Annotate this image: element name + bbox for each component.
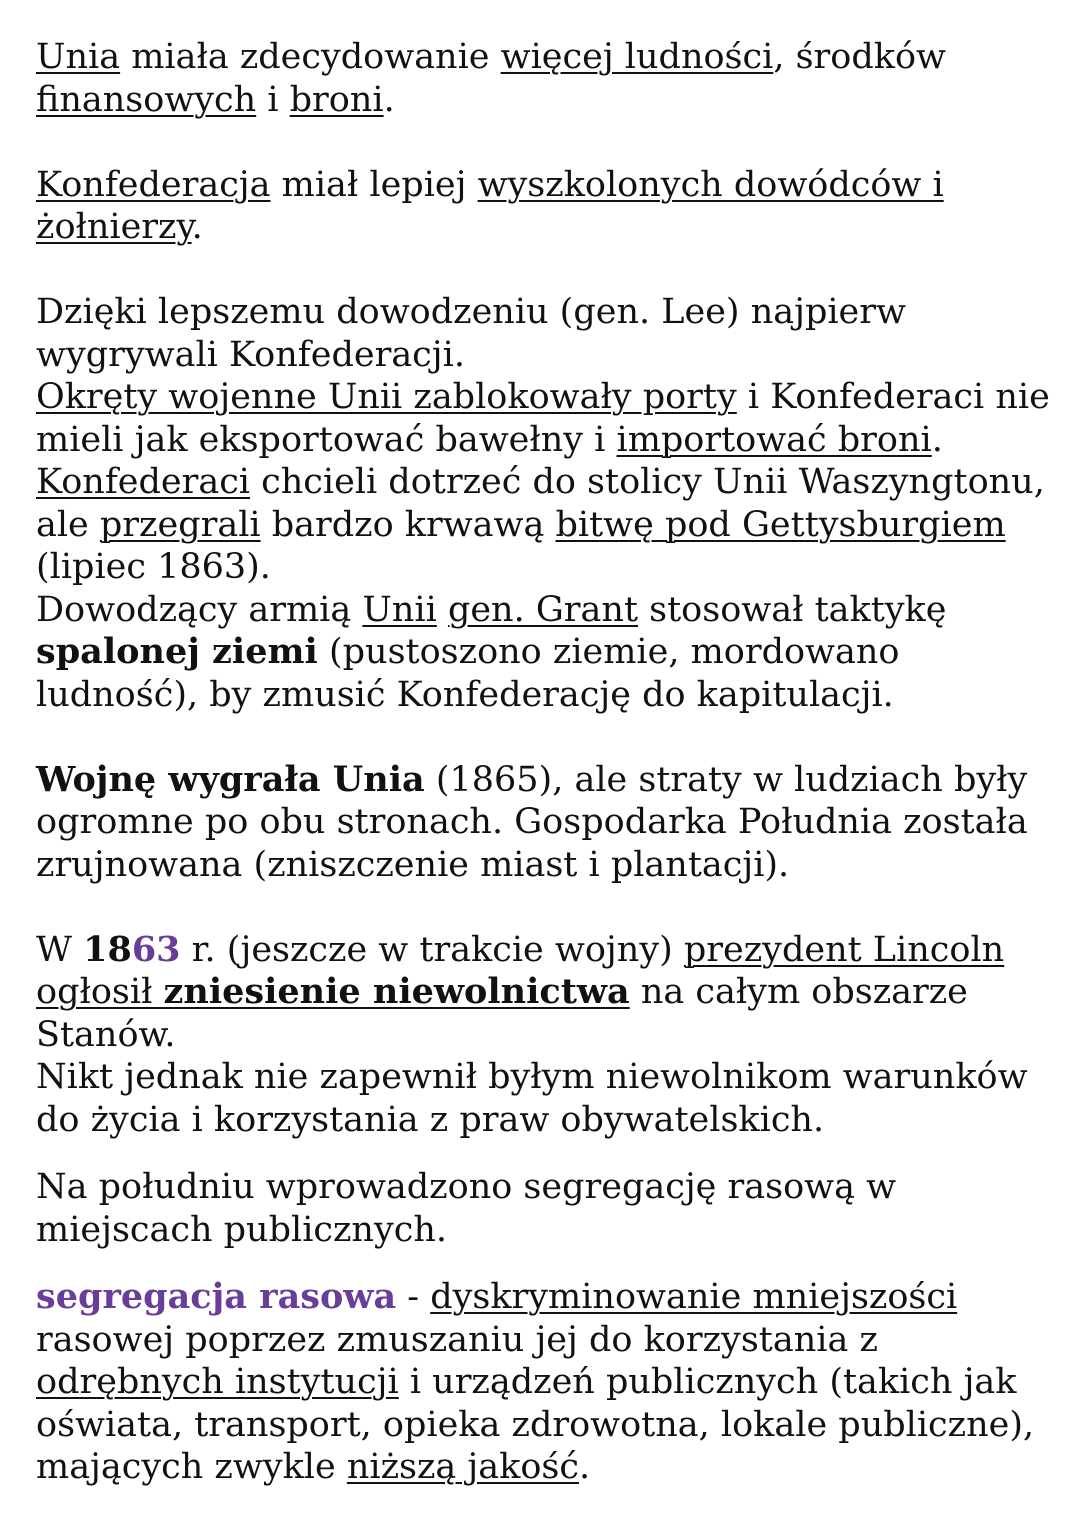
text-span: i xyxy=(256,79,290,120)
text-span: (1865), ale straty w ludziach były xyxy=(424,759,1028,800)
underlined-term: przegrali xyxy=(99,504,261,545)
underlined-term: niższą jakość xyxy=(346,1447,579,1487)
bold-term: spalonej ziemi xyxy=(36,631,318,672)
text-span: mieli jak eksportować bawełny i xyxy=(36,419,617,460)
text-line: miejscach publicznych. xyxy=(36,1209,448,1250)
text-line xyxy=(36,1361,1046,1404)
paragraph-confederacy-strength xyxy=(36,164,1046,249)
text-line: ludność), by zmusić Konfederację do kapitulacji. xyxy=(36,674,894,715)
underlined-term: wyszkolonych dowódców i xyxy=(477,164,944,205)
bold-term: Wojnę wygrała Unia xyxy=(36,758,425,800)
paragraph-definition xyxy=(36,1276,1046,1489)
text-span: miał lepiej xyxy=(270,164,478,205)
underlined-term xyxy=(36,972,630,1012)
text-span: chcieli dotrzeć do stolicy Unii Waszyngtonu, xyxy=(250,462,1045,502)
paragraph-gap xyxy=(36,886,1046,929)
text-span: , środków xyxy=(773,37,946,77)
underlined-term: Konfederaci xyxy=(36,462,250,502)
underlined-term: dyskryminowanie mniejszości xyxy=(430,1277,958,1317)
underlined-term: odrębnych instytucji xyxy=(36,1362,399,1402)
paragraph-segregation xyxy=(36,1166,1046,1251)
text-span: bardzo krwawą xyxy=(260,504,556,545)
text-span: ogłosił xyxy=(36,972,164,1012)
text-line xyxy=(36,929,1046,972)
paragraph-gap xyxy=(36,716,1046,759)
paragraph-war-course xyxy=(36,291,1050,716)
paragraph-abolition xyxy=(36,929,1046,1142)
text-span: (pustoszono ziemie, mordowano xyxy=(317,632,900,672)
text-line xyxy=(36,759,1046,802)
text-line: rasowej poprzez zmuszaniu jej do korzystania z xyxy=(36,1319,878,1360)
paragraph-gap xyxy=(36,1141,1046,1166)
underlined-term: Unia xyxy=(36,37,121,77)
text-span: na całym obszarze xyxy=(629,972,968,1012)
text-line: Nikt jednak nie zapewnił byłym niewolnikom warunków xyxy=(36,1057,1028,1097)
text-line xyxy=(36,631,1046,674)
text-span: . xyxy=(931,419,943,460)
underlined-term: gen. Grant xyxy=(447,589,639,630)
text-span: r. (jeszcze w trakcie wojny) xyxy=(180,929,684,970)
text-line xyxy=(36,376,1050,419)
underlined-term: Okręty wojenne Unii zablokowały porty xyxy=(36,377,737,417)
definition-term: segregacja rasowa xyxy=(36,1276,397,1317)
note-page xyxy=(36,36,1050,1489)
text-line xyxy=(36,164,1046,207)
underlined-term: bitwę pod Gettysburgiem xyxy=(555,504,1006,545)
underlined-term: finansowych xyxy=(36,79,257,120)
paragraph-gap xyxy=(36,1251,1046,1276)
text-line: do życia i korzystania z praw obywatelskich. xyxy=(36,1099,825,1140)
text-line xyxy=(36,971,1046,1014)
underlined-term: prezydent Lincoln xyxy=(683,929,1005,970)
text-line xyxy=(36,504,1046,547)
text-line: zrujnowana (zniszczenie miast i plantacji). xyxy=(36,844,790,885)
text-span: . xyxy=(191,207,203,247)
year-digits: 18 xyxy=(83,928,132,970)
underlined-term: broni xyxy=(289,79,384,120)
text-line: wygrywali Konfederacji. xyxy=(36,334,465,375)
text-line xyxy=(36,206,1046,249)
year-digits-accent: 63 xyxy=(131,928,181,970)
paragraph-war-outcome xyxy=(36,759,1046,887)
text-line xyxy=(36,589,1046,632)
underlined-term: żołnierzy xyxy=(36,207,192,247)
text-line: (lipiec 1863). xyxy=(36,547,271,587)
paragraph-gap xyxy=(36,249,1046,292)
underlined-term: Konfederacja xyxy=(36,164,271,205)
text-line: Dzięki lepszemu dowodzeniu (gen. Lee) najpierw xyxy=(36,292,906,332)
paragraph-gap xyxy=(36,121,1046,164)
text-span: miała zdecydowanie xyxy=(120,37,501,77)
text-line: Na południu wprowadzono segregację rasową w xyxy=(36,1167,897,1207)
text-line: Stanów. xyxy=(36,1014,176,1055)
text-span: i urządzeń publicznych (takich jak xyxy=(398,1362,1017,1402)
text-line xyxy=(36,79,1046,122)
text-span: stosował taktykę xyxy=(638,589,947,630)
text-span: mających zwykle xyxy=(36,1447,347,1487)
text-span: - xyxy=(396,1277,431,1317)
text-line xyxy=(36,1276,1046,1319)
text-span xyxy=(437,590,448,630)
text-line xyxy=(36,1446,1046,1489)
text-line xyxy=(36,461,1046,504)
text-span: W xyxy=(36,929,84,970)
underlined-term: więcej ludności xyxy=(500,37,774,77)
text-span: ale xyxy=(36,504,100,545)
underlined-term: importować broni xyxy=(616,419,932,460)
text-span: . xyxy=(383,79,395,120)
paragraph-resources xyxy=(36,36,1046,121)
bold-term: zniesienie niewolnictwa xyxy=(163,971,630,1012)
text-line: ogromne po obu stronach. Gospodarka Południa została xyxy=(36,802,1028,842)
text-span: Dowodzący armią xyxy=(36,589,363,630)
text-span: i Konfederaci nie xyxy=(736,377,1050,417)
text-line xyxy=(36,419,1046,462)
text-line: oświata, transport, opieka zdrowotna, lokale publiczne), xyxy=(36,1404,1035,1445)
text-span: . xyxy=(578,1447,591,1487)
text-line xyxy=(36,36,1046,79)
underlined-term: Unii xyxy=(362,589,437,630)
